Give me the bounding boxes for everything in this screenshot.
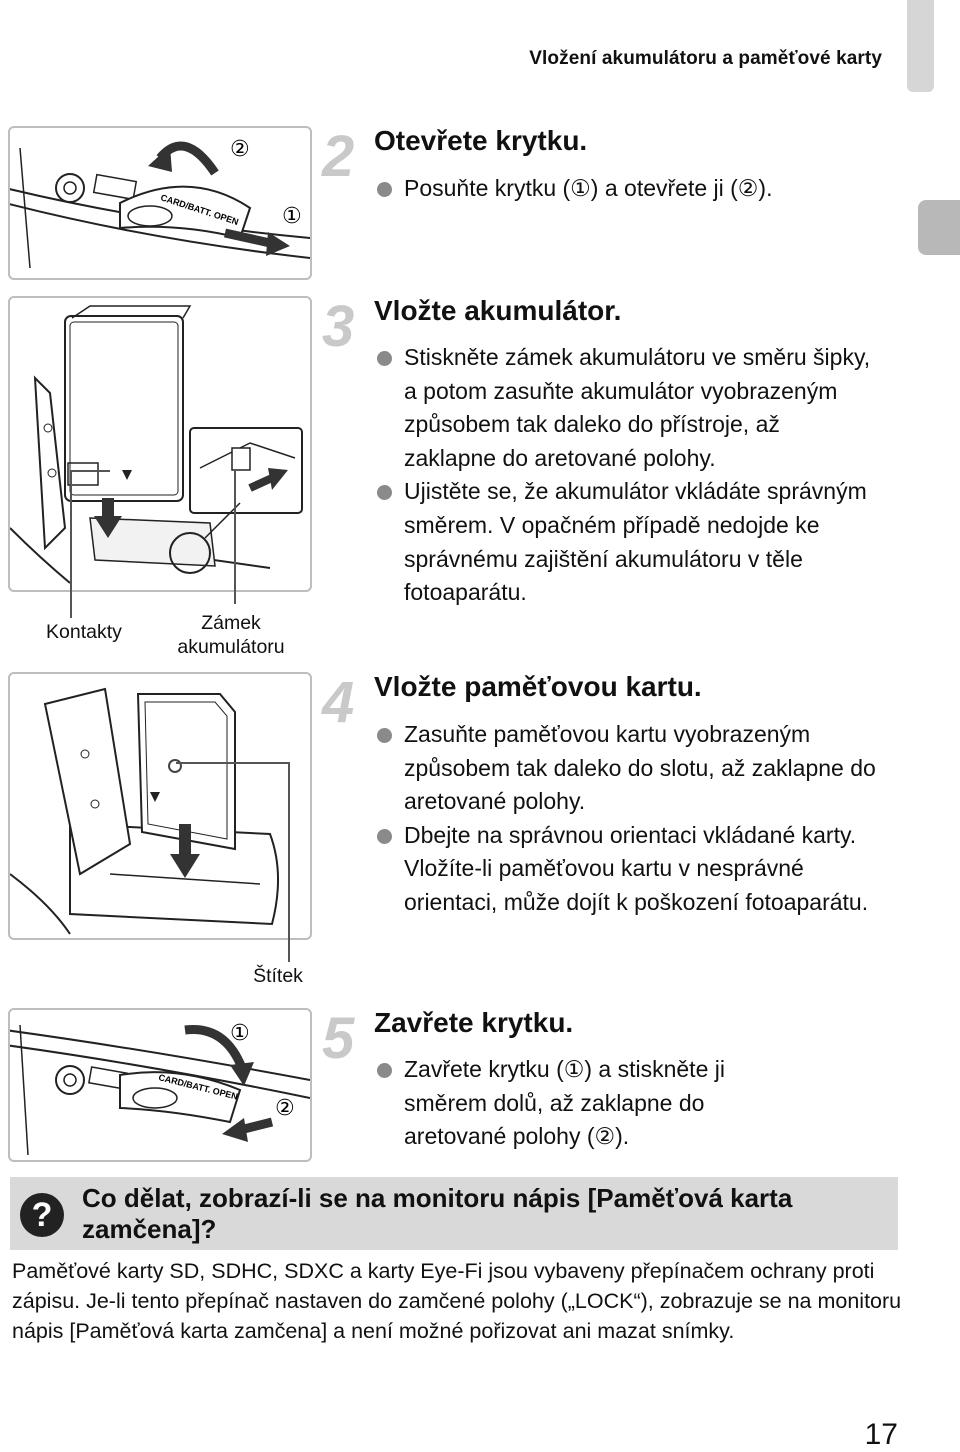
step-2-bullet: Posuňte krytku (①) a otevřete ji (②).: [374, 172, 894, 206]
note-body: Paměťové karty SD, SDHC, SDXC a karty Eye-Fi jsou vybaveny přepínačem ochrany proti zápisu. Je-li tento přepínač nastaven do zamčené polohy („LOCK“), zobrazuje se na monitoru nápis [Paměťová karta zamčena] a není možné pořizovat ani mazat snímky.: [12, 1259, 902, 1343]
step-5-title: Zavřete krytku.: [374, 1007, 574, 1038]
step-3-bullets: [374, 341, 874, 610]
chapter-tab-top: [907, 0, 934, 92]
step-5-bullets: [374, 1053, 804, 1154]
lock-leader-line: [234, 470, 236, 604]
sticker-leader-tick: [176, 762, 288, 764]
note-title: Co dělat, zobrazí-li se na monitoru nápis [Paměťová karta zamčena]?: [82, 1183, 793, 1244]
label-contacts: Kontakty: [46, 621, 122, 643]
chapter-tab-marker: [918, 200, 960, 255]
page-header-title: Vložení akumulátoru a paměťové karty: [529, 48, 882, 69]
illustration-close-cover: [8, 1008, 312, 1162]
step-4-number: 4: [322, 670, 355, 735]
step-4-bullet: Dbejte na správnou orientaci vkládané karty. Vložíte-li paměťovou kartu v nesprávné orientaci, může dojít k poškození fotoaparátu.: [374, 819, 884, 920]
step-2-number: 2: [322, 124, 355, 189]
contacts-leader-line: [70, 470, 72, 618]
cover-print-text-2: CARD/BATT. OPEN: [157, 1072, 239, 1102]
step-2-title: Otevřete krytku.: [374, 125, 588, 156]
step-2-bullets: [374, 172, 894, 206]
step-5-bullet: Zavřete krytku (①) a stiskněte ji směrem dolů, až zaklapne do aretované polohy (②).: [374, 1053, 804, 1154]
step-3-bullet: Ujistěte se, že akumulátor vkládáte správným směrem. V opačném případě nedojde ke správnému zajištění akumulátoru v těle fotoaparátu.: [374, 475, 874, 609]
illustration-insert-card: [8, 672, 312, 940]
cover-print-text: CARD/BATT. OPEN: [159, 192, 240, 228]
step-3-number: 3: [322, 294, 355, 359]
question-icon: ?: [20, 1193, 64, 1237]
marker-2-text: ②: [230, 137, 250, 162]
marker-1-text: ①: [282, 204, 302, 229]
step-4-bullets: [374, 718, 884, 920]
sticker-leader-line: [288, 762, 290, 962]
illustration-insert-battery: [8, 296, 312, 592]
step-3-title: Vložte akumulátor.: [374, 295, 622, 326]
contacts-leader-tick: [70, 470, 110, 472]
marker-2-close-text: ②: [275, 1096, 295, 1121]
label-battery-lock: Zámek akumulátoru: [177, 612, 285, 659]
page-number: 17: [864, 1418, 898, 1451]
step-3-bullet: Stiskněte zámek akumulátoru ve směru šipky, a potom zasuňte akumulátor vyobrazeným způsobem tak daleko do přístroje, až zaklapne do aretované polohy.: [374, 341, 874, 475]
illustration-open-cover: [8, 126, 312, 280]
label-sticker: Štítek: [253, 965, 303, 987]
marker-1-close-text: ①: [230, 1021, 250, 1046]
step-4-title: Vložte paměťovou kartu.: [374, 671, 702, 702]
step-4-bullet: Zasuňte paměťovou kartu vyobrazeným způsobem tak daleko do slotu, až zaklapne do aretované polohy.: [374, 718, 884, 819]
step-5-number: 5: [322, 1006, 355, 1071]
